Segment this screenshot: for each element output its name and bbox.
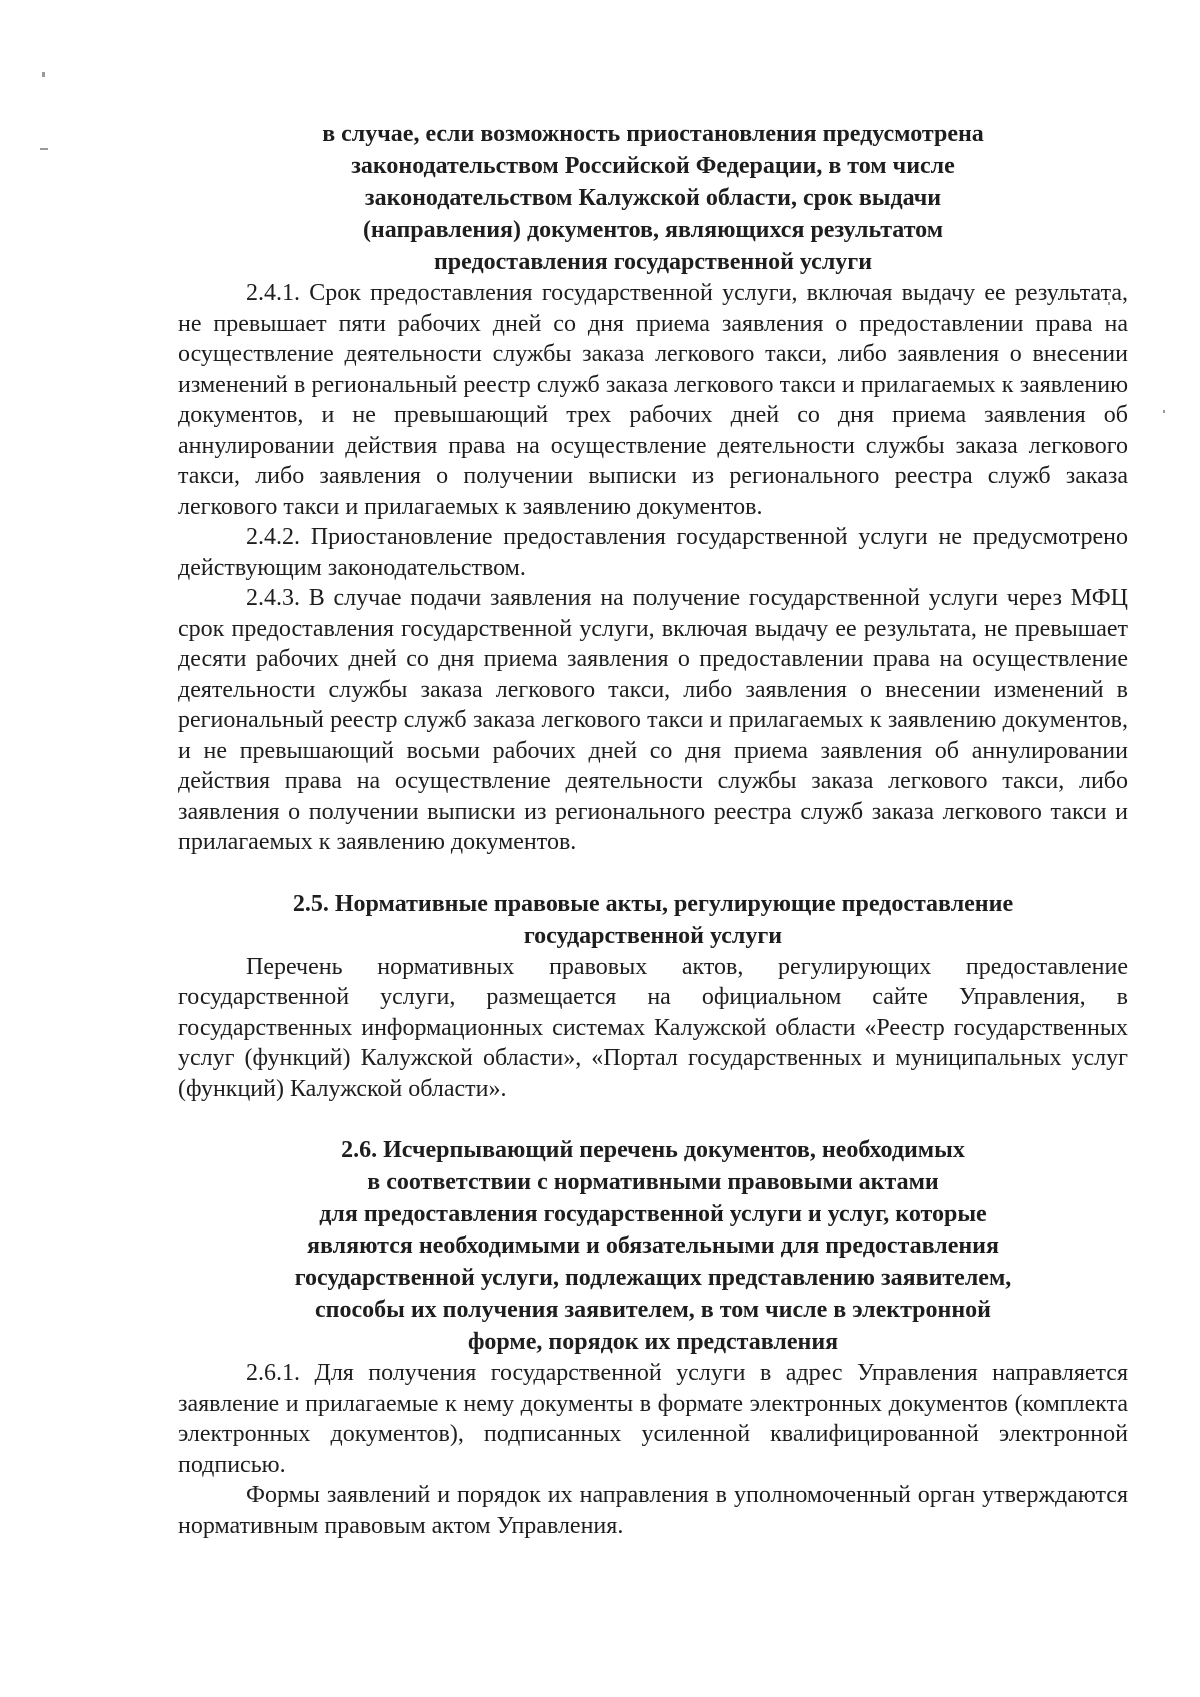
paragraph-2-5: Перечень нормативных правовых актов, регулирующих предоставление государственной услуги, размещается на официальном сайте Управления, в государственных информационных системах Калужской области «Реестр государственных услуг (функций) Калужской области», «Портал государственных и муниципальных услуг (функций) Калужской области». bbox=[178, 953, 1128, 1102]
heading-line: являются необходимыми и обязательными для предоставления bbox=[307, 1233, 999, 1259]
document-body bbox=[178, 118, 1128, 1541]
scan-speck bbox=[42, 72, 45, 77]
heading-line: для предоставления государственной услуги и услуг, которые bbox=[319, 1201, 987, 1227]
section-2-5-heading bbox=[178, 888, 1128, 952]
heading-line: предоставления государственной услуги bbox=[433, 249, 873, 275]
paragraph-2-4-1: 2.4.1. Срок предоставления государственной услуги, включая выдачу ее результата, не превышает пяти рабочих дней со дня приема заявления о предоставлении права на осуществление деятельности службы заказа легкового такси, либо заявления о внесении изменений в региональный реестр служб заказа легкового такси и прилагаемых к заявлению документов, и не превышающий трех рабочих дней со дня приема заявления об аннулировании действия права на осуществление деятельности службы заказа легкового такси, либо заявления о получении выписки из регионального реестра служб заказа легкового такси и прилагаемых к заявлению документов. bbox=[178, 280, 1128, 520]
heading-line: законодательством Калужской области, срок выдачи bbox=[364, 185, 942, 211]
heading-line: (направления) документов, являющихся результатом bbox=[362, 217, 944, 243]
scan-speck bbox=[40, 148, 48, 150]
paragraph-2-6-forms: Формы заявлений и порядок их направления в уполномоченный орган утверждаются нормативным правовым актом Управления. bbox=[178, 1482, 1128, 1539]
heading-line: способы их получения заявителем, в том числе в электронной bbox=[314, 1297, 992, 1323]
paragraph-2-4-2: 2.4.2. Приостановление предоставления государственной услуги не предусмотрено действующим законодательством. bbox=[178, 524, 1128, 581]
heading-line: законодательством Российской Федерации, в том числе bbox=[351, 153, 955, 179]
section-2-6-heading bbox=[178, 1134, 1128, 1358]
section-spacer bbox=[178, 1104, 1128, 1134]
section-2-4-heading bbox=[178, 118, 1128, 278]
section-spacer bbox=[178, 858, 1128, 888]
heading-line: государственной услуги bbox=[523, 922, 783, 949]
heading-line: в случае, если возможность приостановления предусмотрена bbox=[322, 121, 984, 147]
heading-line: 2.6. Исчерпывающий перечень документов, необходимых bbox=[341, 1137, 965, 1163]
scan-speck bbox=[1163, 410, 1165, 413]
heading-line: в соответствии с нормативными правовыми актами bbox=[367, 1169, 939, 1195]
heading-line: государственной услуги, подлежащих представлению заявителем, bbox=[294, 1265, 1012, 1291]
heading-line: форме, порядок их представления bbox=[467, 1329, 839, 1355]
paragraph-2-6-1: 2.6.1. Для получения государственной услуги в адрес Управления направляется заявление и прилагаемые к нему документы в формате электронных документов (комплекта электронных документов), подписанных усиленной квалифицированной электронной подписью. bbox=[178, 1360, 1128, 1478]
paragraph-2-4-3: 2.4.3. В случае подачи заявления на получение государственной услуги через МФЦ срок предоставления государственной услуги, включая выдачу ее результата, не превышает десяти рабочих дней со дня приема заявления о предоставлении права на осуществление деятельности службы заказа легкового такси, либо заявления о внесении изменений в региональный реестр служб заказа легкового такси и прилагаемых к заявлению документов, и не превышающий восьми рабочих дней со дня приема заявления об аннулировании действия права на осуществление деятельности службы заказа легкового такси, либо заявления о получении выписки из регионального реестра служб заказа легкового такси и прилагаемых к заявлению документов. bbox=[178, 585, 1128, 855]
heading-line: 2.5. Нормативные правовые акты, регулирующие предоставление bbox=[292, 890, 1014, 917]
